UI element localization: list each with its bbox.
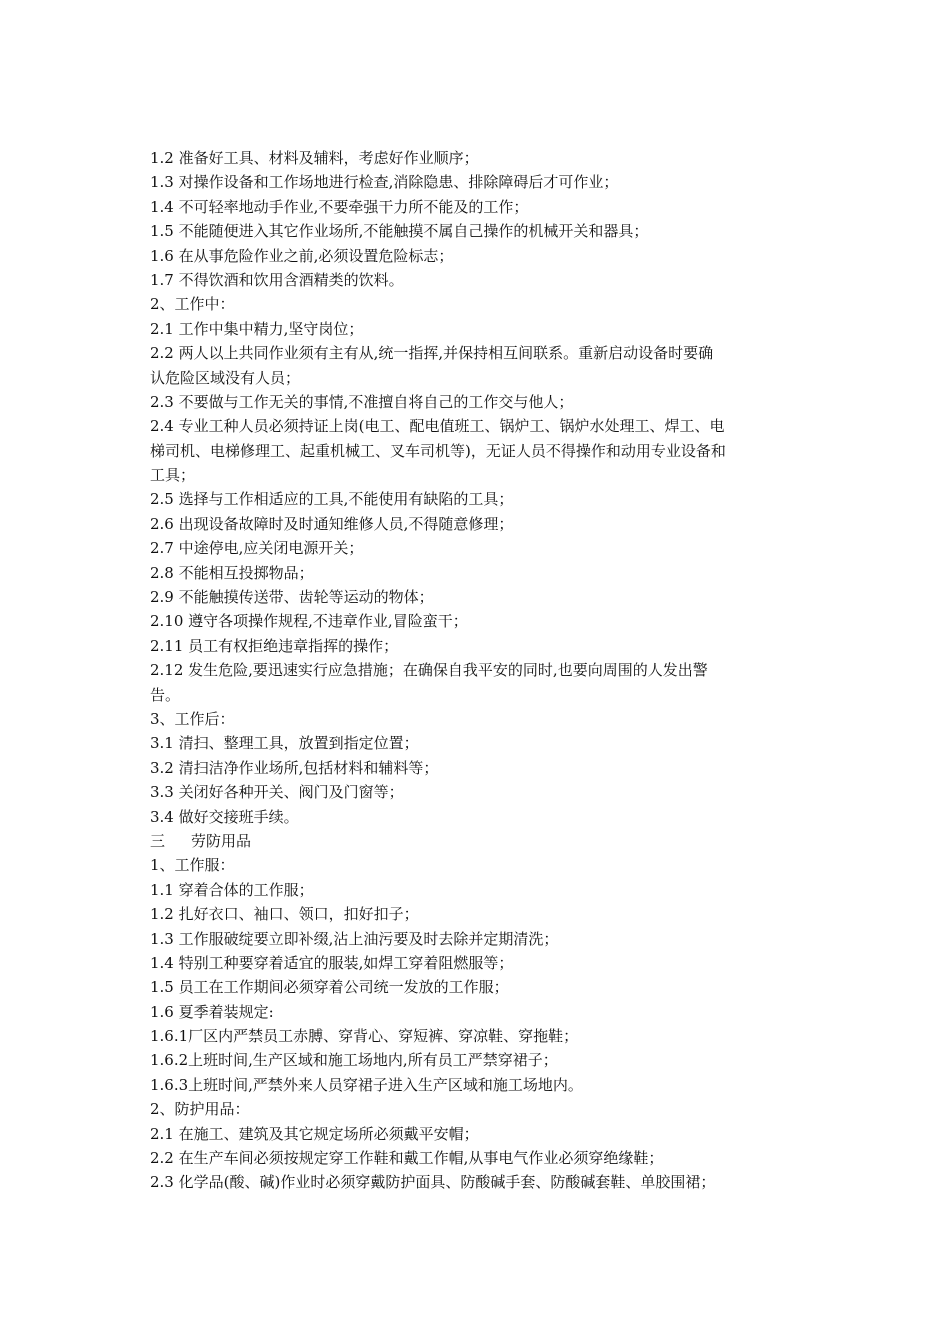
section-heading: 3、工作后： xyxy=(150,709,235,728)
section-heading: 1、工作服： xyxy=(150,856,235,875)
text-line: 1.3 工作服破绽要立即补缀,沾上油污要及时去除并定期清洗； xyxy=(150,929,559,948)
text-line: 1.1 穿着合体的工作服； xyxy=(150,880,314,899)
text-line: 3.4 做好交接班手续。 xyxy=(150,807,299,826)
chapter-heading xyxy=(150,829,810,853)
text-line: 1.6 夏季着装规定: xyxy=(150,1002,274,1021)
text-line: 1.6.1厂区内严禁员工赤膊、穿背心、穿短裤、穿凉鞋、穿拖鞋； xyxy=(150,1027,579,1046)
text-line: 1.5 不能随便进入其它作业场所,不能触摸不属自己操作的机械开关和器具； xyxy=(150,222,649,241)
text-line: 3.2 清扫洁净作业场所,包括材料和辅料等； xyxy=(150,758,439,777)
text-line: 工具； xyxy=(150,466,196,485)
text-line: 2.3 化学品(酸、碱)作业时必须穿戴防护面具、防酸碱手套、防酸碱套鞋、单胶围裙； xyxy=(150,1173,716,1192)
text-line: 3.3 关闭好各种开关、阀门及门窗等； xyxy=(150,783,404,802)
chapter-title: 劳防用品 xyxy=(191,831,252,850)
text-line: 2.3 不要做与工作无关的事情,不准擅自将自己的工作交与他人； xyxy=(150,392,574,411)
text-line: 1.6.2上班时间,生产区域和施工场地内,所有员工严禁穿裙子； xyxy=(150,1051,558,1070)
text-line: 1.4 不可轻率地动手作业,不要牵强干力所不能及的工作； xyxy=(150,197,529,216)
text-line: 2.2 两人以上共同作业须有主有从,统一指挥,并保持相互间联系。重新启动设备时要确 xyxy=(150,344,714,363)
chapter-number: 三 xyxy=(150,831,166,850)
text-line: 梯司机、电梯修理工、起重机械工、叉车司机等)，无证人员不得操作和动用专业设备和 xyxy=(150,441,726,460)
text-line: 2.9 不能触摸传送带、齿轮等运动的物体； xyxy=(150,588,434,607)
text-line: 2.8 不能相互投掷物品； xyxy=(150,563,314,582)
text-line: 2.2 在生产车间必须按规定穿工作鞋和戴工作帽,从事电气作业必须穿绝缘鞋； xyxy=(150,1149,664,1168)
text-line: 2.4 专业工种人员必须持证上岗(电工、配电值班工、锅炉工、锅炉水处理工、焊工、电 xyxy=(150,417,725,436)
document-body xyxy=(150,146,810,1195)
text-line: 1.3 对操作设备和工作场地进行检查,消除隐患、排除障碍后才可作业； xyxy=(150,173,619,192)
section-heading: 2、防护用品： xyxy=(150,1100,250,1119)
text-line: 1.6 在从事危险作业之前,必须设置危险标志； xyxy=(150,246,454,265)
text-line: 1.7 不得饮酒和饮用含酒精类的饮料。 xyxy=(150,270,404,289)
text-line: 1.2 扎好衣口、袖口、领口，扣好扣子； xyxy=(150,905,419,924)
text-line: 2.7 中途停电,应关闭电源开关； xyxy=(150,539,364,558)
text-line: 1.2 准备好工具、材料及辅料，考虑好作业顺序； xyxy=(150,149,479,167)
text-line: 2.11 员工有权拒绝违章指挥的操作； xyxy=(150,636,399,655)
text-line: 认危险区域没有人员； xyxy=(150,368,301,387)
text-line: 2.1 工作中集中精力,坚守岗位； xyxy=(150,319,364,338)
text-line: 2.12 发生危险,要迅速实行应急措施；在确保自我平安的同时,也要向周围的人发出警 xyxy=(150,661,708,680)
text-line: 1.6.3上班时间,严禁外来人员穿裙子进入生产区域和施工场地内。 xyxy=(150,1075,583,1094)
text-line: 2.1 在施工、建筑及其它规定场所必须戴平安帽； xyxy=(150,1124,479,1143)
text-line: 2.6 出现设备故障时及时通知维修人员,不得随意修理； xyxy=(150,514,514,533)
text-line: 1.5 员工在工作期间必须穿着公司统一发放的工作服； xyxy=(150,978,509,997)
text-line: 1.4 特别工种要穿着适宜的服装,如焊工穿着阻燃服等； xyxy=(150,953,514,972)
text-line: 告。 xyxy=(150,685,181,704)
section-heading: 2、工作中： xyxy=(150,295,235,314)
text-line: 2.5 选择与工作相适应的工具,不能使用有缺陷的工具； xyxy=(150,490,514,509)
text-line: 2.10 遵守各项操作规程,不违章作业,冒险蛮干； xyxy=(150,612,468,631)
text-line: 3.1 清扫、整理工具，放置到指定位置； xyxy=(150,734,419,753)
